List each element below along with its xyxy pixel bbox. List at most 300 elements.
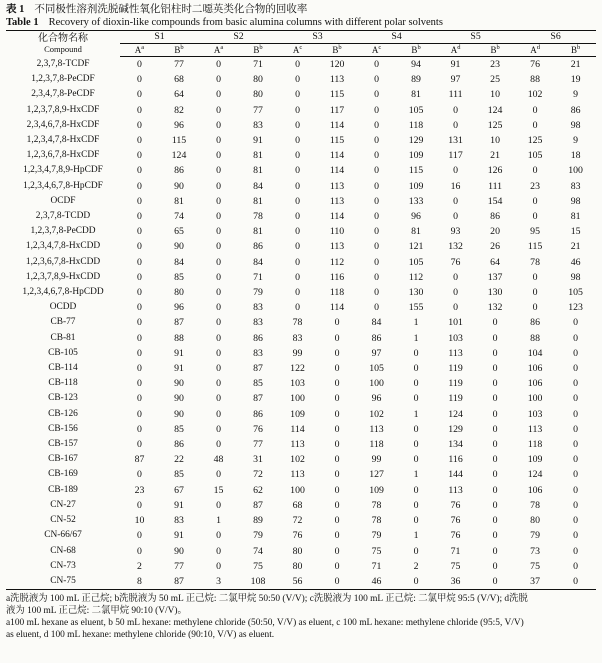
- compound-name-cell: 1,2,3,4,7,8-HxCDF: [26, 135, 100, 146]
- compound-name-cell: 1,2,3,6,7,8-HxCDD: [25, 256, 101, 267]
- recovery-value-cell: 0: [216, 226, 221, 238]
- recovery-value-cell: 0: [137, 317, 142, 329]
- table-label-cn: 表 1: [6, 4, 25, 15]
- recovery-value-cell: 86: [253, 241, 263, 253]
- recovery-value-cell: 0: [413, 499, 419, 511]
- recovery-value-cell: 1: [413, 469, 419, 481]
- recovery-value-cell: 0: [492, 363, 498, 375]
- recovery-value-cell: 0: [137, 545, 142, 557]
- recovery-value-cell: 105: [408, 256, 424, 268]
- recovery-value-cell: 102: [290, 454, 305, 466]
- recovery-value-cell: 87: [253, 363, 263, 375]
- recovery-value-cell: 20: [490, 226, 500, 238]
- recovery-value-cell: 89: [411, 74, 421, 86]
- recovery-value-cell: 0: [573, 545, 579, 557]
- table-row: [6, 255, 596, 270]
- recovery-value-cell: 0: [216, 287, 221, 299]
- recovery-value-cell: 125: [487, 119, 503, 131]
- recovery-value-cell: 0: [573, 363, 579, 375]
- recovery-value-cell: 133: [408, 195, 424, 207]
- table-row: [6, 361, 596, 376]
- recovery-value-cell: 0: [532, 195, 538, 207]
- recovery-value-cell: 2: [413, 560, 419, 572]
- sub-header-b: $B^b$: [317, 44, 357, 57]
- table-row: [6, 544, 596, 559]
- recovery-value-cell: 62: [253, 484, 263, 496]
- recovery-value-cell: 0: [137, 256, 142, 268]
- recovery-value-cell: 0: [216, 165, 221, 177]
- recovery-value-cell: 0: [334, 515, 340, 527]
- recovery-value-cell: 127: [369, 469, 384, 481]
- recovery-value-cell: 81: [253, 150, 263, 162]
- group-header-s2: S2: [199, 31, 278, 44]
- recovery-value-cell: 68: [174, 74, 184, 86]
- sub-header-b: $B^b$: [159, 44, 199, 57]
- recovery-value-cell: 0: [137, 271, 142, 283]
- recovery-value-cell: 100: [568, 165, 583, 177]
- recovery-value-cell: 80: [253, 89, 263, 101]
- recovery-value-cell: 125: [527, 135, 543, 147]
- table-row: [6, 422, 596, 437]
- group-header-s6: S6: [515, 31, 596, 44]
- sub-header-a: $A^a$: [199, 44, 238, 57]
- compound-name-cell: CB-189: [48, 484, 78, 495]
- recovery-value-cell: 78: [371, 515, 382, 527]
- recovery-value-cell: 0: [413, 439, 419, 451]
- recovery-value-cell: 0: [216, 241, 221, 253]
- recovery-value-cell: 83: [570, 180, 581, 192]
- recovery-value-cell: 0: [216, 180, 221, 192]
- recovery-value-cell: 0: [334, 560, 340, 572]
- recovery-value-cell: 94: [411, 59, 421, 70]
- sub-header-a: $A^c$: [278, 44, 317, 57]
- recovery-value-cell: 77: [253, 104, 263, 116]
- recovery-value-cell: 0: [453, 104, 459, 116]
- recovery-value-cell: 113: [329, 195, 345, 207]
- recovery-value-cell: 117: [329, 104, 345, 116]
- recovery-value-cell: 36: [436, 574, 475, 590]
- recovery-value-cell: 84: [371, 317, 382, 329]
- table-row: [6, 407, 596, 422]
- recovery-value-cell: 118: [369, 439, 384, 451]
- recovery-value-cell: 118: [527, 439, 543, 451]
- compound-name-cell: CN-27: [50, 499, 76, 510]
- recovery-value-cell: 0: [573, 484, 579, 496]
- recovery-value-cell: 0: [137, 59, 142, 70]
- recovery-value-cell: 0: [216, 545, 221, 557]
- recovery-value-cell: 102: [369, 408, 384, 420]
- recovery-value-cell: 0: [216, 499, 221, 511]
- recovery-value-cell: 115: [408, 165, 424, 177]
- compound-name-cell: 2,3,4,7,8-PeCDF: [31, 89, 95, 100]
- recovery-value-cell: 79: [253, 530, 263, 542]
- recovery-value-cell: 0: [295, 211, 300, 223]
- recovery-value-cell: 0: [573, 423, 579, 435]
- compound-name-cell: CB-123: [48, 393, 78, 404]
- recovery-value-cell: 0: [295, 271, 300, 283]
- recovery-value-cell: 0: [216, 59, 221, 70]
- recovery-value-cell: 0: [374, 74, 379, 86]
- recovery-value-cell: 81: [411, 226, 421, 238]
- recovery-value-cell: 0: [317, 574, 357, 590]
- recovery-value-cell: 90: [174, 241, 184, 253]
- compound-name-cell: 1,2,3,7,8,9-HxCDF: [26, 104, 100, 115]
- recovery-value-cell: 0: [216, 74, 221, 86]
- recovery-value-cell: 0: [492, 332, 498, 344]
- recovery-value-cell: 0: [413, 378, 419, 390]
- recovery-value-cell: 85: [174, 423, 184, 435]
- recovery-value-cell: 102: [527, 89, 543, 101]
- recovery-value-cell: 65: [174, 226, 184, 238]
- recovery-value-cell: 114: [329, 119, 345, 131]
- recovery-value-cell: 0: [137, 469, 142, 481]
- recovery-value-cell: 0: [573, 378, 579, 390]
- table-row: [6, 118, 596, 133]
- recovery-value-cell: 0: [137, 135, 142, 147]
- table-row: [6, 87, 596, 102]
- compound-name-cell: CN-66/67: [44, 530, 82, 541]
- recovery-value-cell: 0: [137, 408, 142, 420]
- recovery-value-cell: 78: [530, 256, 540, 268]
- recovery-value-cell: 25: [490, 74, 500, 86]
- recovery-value-cell: 96: [174, 119, 184, 131]
- recovery-value-cell: 0: [492, 469, 498, 481]
- recovery-value-cell: 90: [174, 393, 184, 405]
- recovery-value-cell: 109: [369, 484, 384, 496]
- recovery-value-cell: 93: [450, 226, 461, 238]
- recovery-value-cell: 0: [137, 393, 142, 405]
- group-header-s4: S4: [357, 31, 436, 44]
- table-row: [6, 133, 596, 148]
- recovery-value-cell: 81: [411, 89, 421, 101]
- recovery-value-cell: 0: [137, 195, 142, 207]
- recovery-value-cell: 98: [570, 195, 581, 207]
- recovery-value-cell: 80: [292, 560, 303, 572]
- recovery-value-cell: 0: [374, 211, 379, 223]
- recovery-value-cell: 23: [490, 59, 500, 70]
- recovery-value-cell: 0: [573, 454, 579, 466]
- recovery-value-cell: 31: [253, 454, 263, 466]
- recovery-value-cell: 112: [329, 256, 345, 268]
- recovery-value-cell: 0: [334, 408, 340, 420]
- recovery-value-cell: 144: [448, 469, 463, 481]
- recovery-value-cell: 80: [530, 515, 540, 527]
- recovery-value-cell: 1: [413, 332, 419, 344]
- recovery-value-cell: 0: [295, 135, 300, 147]
- recovery-value-cell: 0: [396, 574, 436, 590]
- table-row: [6, 224, 596, 239]
- recovery-value-cell: 100: [290, 484, 305, 496]
- recovery-value-cell: 76: [450, 530, 461, 542]
- recovery-value-cell: 0: [413, 454, 419, 466]
- recovery-value-cell: 122: [290, 363, 305, 375]
- recovery-value-cell: 0: [295, 180, 300, 192]
- recovery-value-cell: 0: [453, 271, 459, 283]
- compound-name-cell: 1,2,3,4,6,7,8-HpCDF: [23, 180, 103, 191]
- recovery-value-cell: 110: [329, 226, 345, 238]
- recovery-value-cell: 71: [450, 545, 461, 557]
- recovery-value-cell: 0: [137, 287, 142, 299]
- compound-header: [6, 31, 120, 57]
- compound-name-cell: 1,2,3,7,8-PeCDD: [30, 226, 96, 237]
- group-header-s3: S3: [278, 31, 357, 44]
- compound-name-cell: 1,2,3,6,7,8-HxCDF: [26, 150, 100, 161]
- recovery-value-cell: 115: [329, 89, 345, 101]
- recovery-value-cell: 105: [369, 363, 384, 375]
- table-row: [6, 239, 596, 254]
- recovery-value-cell: 132: [448, 241, 463, 253]
- table-row: [6, 179, 596, 194]
- recovery-value-cell: 0: [334, 530, 340, 542]
- recovery-value-cell: 0: [334, 363, 340, 375]
- recovery-value-cell: 106: [527, 363, 543, 375]
- table-row: [6, 467, 596, 482]
- recovery-value-cell: 113: [369, 423, 384, 435]
- recovery-value-cell: 90: [174, 378, 184, 390]
- recovery-value-cell: 124: [527, 469, 543, 481]
- table-row: [6, 559, 596, 574]
- recovery-value-cell: 85: [174, 271, 184, 283]
- recovery-value-cell: 113: [290, 469, 305, 481]
- recovery-value-cell: 0: [453, 119, 459, 131]
- recovery-value-cell: 0: [334, 499, 340, 511]
- recovery-value-cell: 77: [174, 59, 184, 70]
- recovery-value-cell: 0: [216, 302, 221, 314]
- recovery-value-cell: 86: [570, 104, 581, 116]
- group-header-s1: S1: [120, 31, 199, 44]
- recovery-value-cell: 81: [174, 195, 184, 207]
- recovery-value-cell: 90: [174, 545, 184, 557]
- recovery-value-cell: 0: [374, 165, 379, 177]
- recovery-value-cell: 0: [137, 302, 142, 314]
- recovery-value-cell: 0: [413, 545, 419, 557]
- recovery-value-cell: 9: [573, 135, 579, 147]
- recovery-value-cell: 90: [174, 408, 184, 420]
- recovery-value-cell: 0: [295, 104, 300, 116]
- compound-name-cell: 1,2,3,4,7,8-HxCDD: [25, 241, 101, 252]
- table-row: [6, 452, 596, 467]
- compound-name-cell: CB-77: [50, 317, 76, 328]
- recovery-value-cell: 0: [374, 271, 379, 283]
- recovery-value-cell: 81: [253, 165, 263, 177]
- recovery-value-cell: 0: [374, 180, 379, 192]
- compound-name-cell: 2,3,4,6,7,8-HxCDF: [26, 119, 100, 130]
- recovery-value-cell: 0: [137, 165, 142, 177]
- recovery-value-cell: 0: [573, 317, 579, 329]
- recovery-value-cell: 108: [238, 574, 278, 590]
- recovery-value-cell: 0: [216, 271, 221, 283]
- footnotes: [6, 593, 596, 641]
- recovery-value-cell: 10: [490, 89, 500, 101]
- table-row: [6, 72, 596, 87]
- recovery-value-cell: 0: [334, 484, 340, 496]
- sub-header-a: $A^d$: [436, 44, 475, 57]
- recovery-value-cell: 113: [527, 423, 543, 435]
- recovery-value-cell: 0: [137, 180, 142, 192]
- recovery-value-cell: 0: [137, 74, 142, 86]
- group-header-s5: S5: [436, 31, 515, 44]
- recovery-value-cell: 86: [253, 332, 263, 344]
- recovery-value-cell: 46: [357, 574, 396, 590]
- recovery-value-cell: 119: [448, 363, 463, 375]
- recovery-value-cell: 0: [413, 347, 419, 359]
- compound-name-cell: CB-156: [48, 423, 78, 434]
- recovery-value-cell: 124: [171, 150, 187, 162]
- table-row: [6, 163, 596, 178]
- compound-name-cell: 2,3,7,8-TCDD: [35, 211, 91, 222]
- recovery-value-cell: 91: [253, 135, 263, 147]
- recovery-value-cell: 0: [295, 241, 300, 253]
- recovery-value-cell: 0: [374, 241, 379, 253]
- recovery-value-cell: 87: [174, 317, 184, 329]
- recovery-value-cell: 83: [253, 347, 263, 359]
- recovery-value-cell: 0: [216, 256, 221, 268]
- recovery-value-cell: 87: [253, 499, 263, 511]
- recovery-value-cell: 0: [492, 560, 498, 572]
- recovery-value-cell: 82: [174, 104, 184, 116]
- recovery-value-cell: 0: [216, 347, 221, 359]
- recovery-value-cell: 1: [413, 530, 419, 542]
- recovery-value-cell: 77: [253, 439, 263, 451]
- recovery-value-cell: 1: [413, 317, 419, 329]
- recovery-value-cell: 100: [290, 393, 305, 405]
- recovery-value-cell: 0: [295, 59, 300, 70]
- recovery-value-cell: 0: [334, 347, 340, 359]
- recovery-value-cell: 113: [329, 241, 345, 253]
- recovery-value-cell: 46: [570, 256, 581, 268]
- recovery-value-cell: 0: [216, 332, 221, 344]
- recovery-value-cell: 0: [216, 119, 221, 131]
- recovery-value-cell: 0: [334, 317, 340, 329]
- compound-name-cell: CB-167: [48, 454, 78, 465]
- recovery-value-cell: 76: [530, 59, 540, 70]
- recovery-value-cell: 0: [374, 256, 379, 268]
- recovery-value-cell: 121: [408, 241, 424, 253]
- recovery-value-cell: 0: [532, 287, 538, 299]
- table-row: [6, 376, 596, 391]
- sub-header-b: $B^b$: [555, 44, 596, 57]
- recovery-value-cell: 23: [530, 180, 540, 192]
- recovery-value-cell: 0: [295, 165, 300, 177]
- recovery-value-cell: 109: [290, 408, 305, 420]
- footnote-en-line2: as eluent, d 100 mL hexane: methylene chloride (90:10, V/V) as eluent.: [6, 630, 275, 641]
- recovery-value-cell: 0: [216, 560, 221, 572]
- recovery-value-cell: 74: [253, 545, 263, 557]
- recovery-value-cell: 83: [174, 515, 184, 527]
- recovery-value-cell: 83: [292, 332, 303, 344]
- recovery-value-cell: 0: [334, 545, 340, 557]
- table-row: [6, 300, 596, 315]
- recovery-value-cell: 8: [120, 574, 159, 590]
- recovery-value-cell: 0: [295, 119, 300, 131]
- recovery-value-cell: 0: [453, 302, 459, 314]
- recovery-value-cell: 21: [490, 150, 500, 162]
- recovery-value-cell: 15: [570, 226, 581, 238]
- recovery-value-cell: 0: [334, 378, 340, 390]
- recovery-value-cell: 91: [174, 347, 184, 359]
- recovery-value-cell: 0: [573, 332, 579, 344]
- recovery-value-cell: 75: [530, 560, 540, 572]
- recovery-value-cell: 0: [374, 195, 379, 207]
- recovery-value-cell: 111: [488, 180, 503, 192]
- recovery-value-cell: 21: [570, 241, 581, 253]
- recovery-value-cell: 78: [253, 211, 263, 223]
- recovery-value-cell: 71: [253, 271, 263, 283]
- table-row: [6, 148, 596, 163]
- recovery-value-cell: 0: [374, 119, 379, 131]
- sub-header-a: $A^d$: [515, 44, 555, 57]
- compound-name-cell: CB-169: [48, 469, 78, 480]
- recovery-value-cell: 0: [137, 332, 142, 344]
- table-row: [6, 194, 596, 209]
- recovery-value-cell: 99: [292, 347, 303, 359]
- recovery-value-cell: 97: [450, 74, 461, 86]
- recovery-value-cell: 0: [137, 226, 142, 238]
- recovery-value-cell: 0: [216, 195, 221, 207]
- compound-header-en: Compound: [44, 43, 82, 54]
- recovery-value-cell: 0: [492, 484, 498, 496]
- compound-name-cell: 1,2,3,7,8-PeCDF: [31, 74, 95, 85]
- recovery-value-cell: 64: [174, 89, 184, 101]
- recovery-value-cell: 0: [492, 378, 498, 390]
- recovery-value-cell: 74: [174, 211, 184, 223]
- recovery-value-cell: 0: [295, 256, 300, 268]
- recovery-value-cell: 0: [216, 150, 221, 162]
- recovery-value-cell: 154: [487, 195, 503, 207]
- recovery-value-cell: 87: [134, 454, 145, 466]
- recovery-value-cell: 103: [527, 408, 543, 420]
- recovery-value-cell: 0: [374, 59, 379, 70]
- recovery-value-cell: 84: [174, 256, 184, 268]
- recovery-value-cell: 98: [570, 119, 581, 131]
- recovery-value-cell: 0: [334, 393, 340, 405]
- recovery-value-cell: 0: [295, 226, 300, 238]
- sub-header-b: $B^b$: [396, 44, 436, 57]
- recovery-value-cell: 76: [450, 499, 461, 511]
- recovery-value-cell: 37: [515, 574, 555, 590]
- recovery-value-cell: 0: [532, 119, 538, 131]
- recovery-value-cell: 81: [253, 226, 263, 238]
- compound-name-cell: CN-68: [50, 545, 76, 556]
- recovery-value-cell: 75: [371, 545, 382, 557]
- recovery-value-cell: 89: [253, 515, 263, 527]
- recovery-value-cell: 113: [329, 180, 345, 192]
- recovery-value-cell: 0: [216, 469, 221, 481]
- recovery-value-cell: 0: [137, 530, 142, 542]
- recovery-value-cell: 0: [573, 347, 579, 359]
- recovery-value-cell: 87: [159, 574, 199, 590]
- recovery-value-cell: 0: [295, 195, 300, 207]
- recovery-value-cell: 119: [448, 378, 463, 390]
- recovery-value-cell: 0: [295, 150, 300, 162]
- recovery-value-cell: 0: [492, 499, 498, 511]
- recovery-value-cell: 113: [290, 439, 305, 451]
- recovery-value-cell: 0: [492, 423, 498, 435]
- recovery-value-cell: 106: [527, 484, 543, 496]
- recovery-value-cell: 16: [450, 180, 461, 192]
- recovery-value-cell: 0: [532, 165, 538, 177]
- recovery-value-cell: 23: [134, 484, 145, 496]
- recovery-value-cell: 114: [329, 165, 345, 177]
- recovery-value-cell: 76: [292, 530, 303, 542]
- recovery-value-cell: 0: [573, 515, 579, 527]
- recovery-value-cell: 118: [329, 287, 345, 299]
- recovery-value-cell: 0: [413, 515, 419, 527]
- recovery-value-cell: 10: [490, 135, 500, 147]
- recovery-value-cell: 78: [530, 499, 540, 511]
- recovery-value-cell: 68: [292, 499, 303, 511]
- recovery-value-cell: 0: [137, 347, 142, 359]
